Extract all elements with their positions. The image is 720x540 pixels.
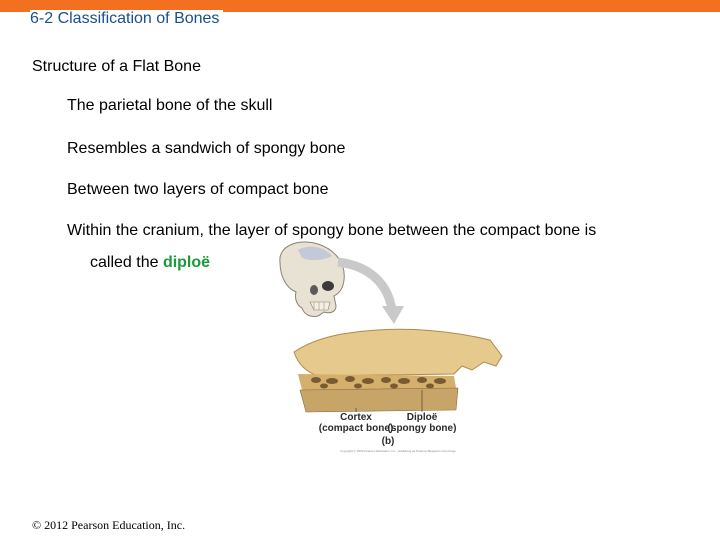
diploe-prefix: called the bbox=[90, 254, 163, 271]
bullet-sandwich: Resembles a sandwich of spongy bone bbox=[67, 140, 346, 157]
arrow-head-icon bbox=[382, 306, 404, 324]
diploe-term: diploë bbox=[162, 254, 211, 271]
bullet-cranium: Within the cranium, the layer of spongy bone between the compact bone is bbox=[67, 222, 597, 239]
copyright-notice: © 2012 Pearson Education, Inc. bbox=[32, 518, 186, 532]
bullet-cranium-continued bbox=[90, 254, 210, 272]
bullet-parietal: The parietal bone of the skull bbox=[67, 97, 273, 114]
bullet-compact-layers: Between two layers of compact bone bbox=[67, 181, 329, 198]
bone-section-icon bbox=[294, 329, 502, 412]
flat-bone-illustration bbox=[258, 240, 508, 460]
label-cortex: Cortex bbox=[340, 412, 372, 423]
panel-label: (b) bbox=[381, 436, 395, 447]
figure-credit: Copyright © 2009 Pearson Education, Inc., publishing as Pearson Benjamin Cummings. bbox=[340, 449, 457, 453]
label-diploe: Diploë bbox=[406, 412, 438, 423]
label-compact-bone: (compact bone) bbox=[318, 423, 394, 434]
slide-title: 6-2 Classification of Bones bbox=[30, 10, 223, 28]
section-heading: Structure of a Flat Bone bbox=[32, 58, 201, 75]
skull-icon bbox=[280, 242, 344, 317]
label-spongy-bone: (spongy bone) bbox=[387, 423, 457, 434]
arrow-icon bbox=[338, 262, 392, 310]
